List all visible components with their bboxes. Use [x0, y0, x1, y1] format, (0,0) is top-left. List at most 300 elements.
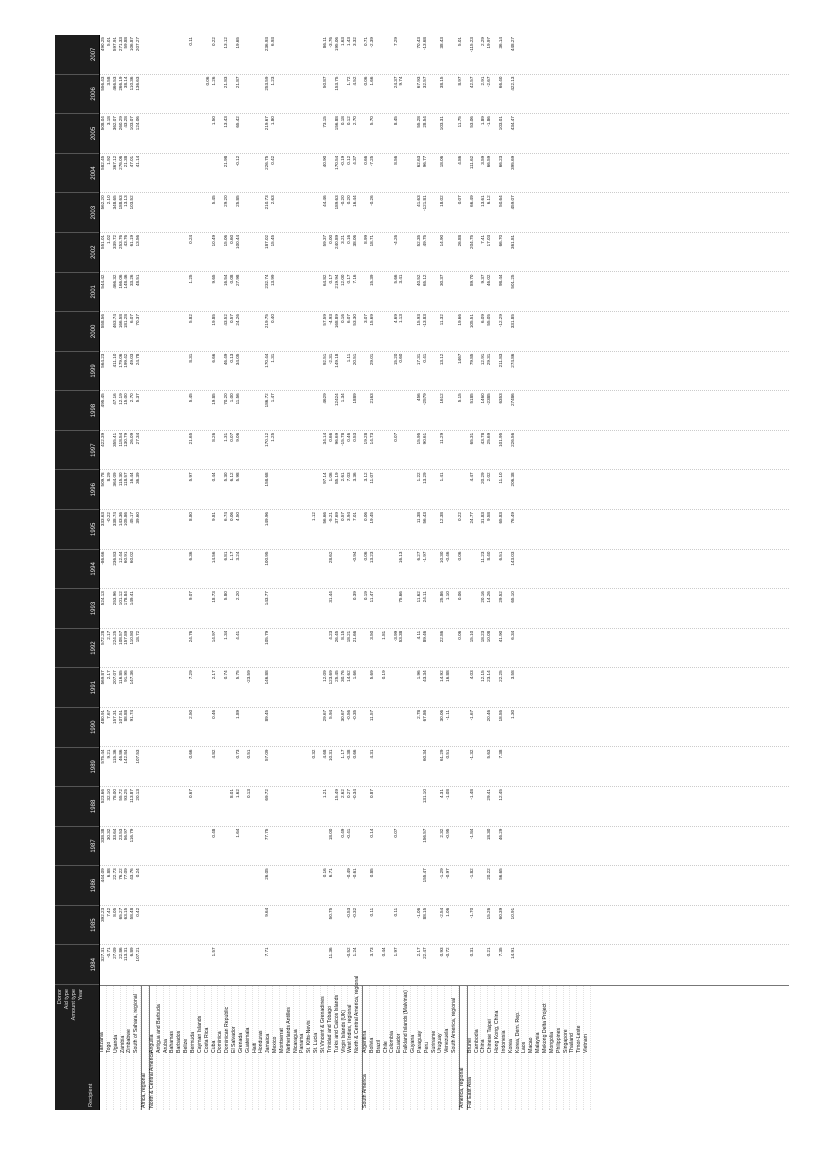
value-cell: -0.49: [345, 868, 351, 879]
value-cell: 219.94: [334, 274, 339, 289]
table-body: [100, 35, 789, 1110]
value-cell: 50.64: [497, 195, 503, 207]
region-label: [246, 1055, 252, 1110]
value-cell: -4.93: [328, 314, 334, 325]
value-cell: 55.05: [486, 314, 492, 326]
value-cell: 1.11: [345, 353, 351, 363]
value-cell: 28.62: [328, 551, 334, 564]
value-cell: 204.75: [468, 234, 474, 249]
value-cell: 105.86: [123, 512, 129, 527]
value-cell: 113.31: [123, 947, 129, 962]
value-cell: 110.36: [129, 76, 135, 91]
value-cell: 224.25: [111, 630, 117, 645]
value-cell: 149.41: [129, 591, 135, 606]
value-cell: 115.30: [117, 472, 123, 487]
value-cell: -3.76: [328, 37, 334, 48]
year-text: 1994: [91, 562, 97, 576]
value-cell: 4.52: [351, 76, 357, 86]
country-label: Bahamas: [169, 1031, 176, 1053]
value-cell: 7.29: [187, 670, 193, 680]
year-column-header: [55, 352, 99, 392]
value-cell: 523.66: [100, 789, 105, 804]
value-cell: 11.29: [439, 432, 445, 444]
value-cell: 11.56: [234, 393, 240, 405]
value-cell: 480.91: [100, 709, 105, 724]
value-cell: 544.42: [100, 274, 105, 289]
value-cell: 14.97: [211, 630, 217, 643]
value-cell: 46.02: [486, 274, 492, 287]
value-cell: -0.94: [351, 551, 357, 563]
value-cell: 1.97: [392, 947, 398, 957]
value-cell: 9.21: [105, 749, 111, 759]
value-cell: 1.92: [105, 155, 111, 165]
value-cell: 100.95: [263, 551, 269, 566]
region-label: [184, 1055, 190, 1110]
value-cell: 3.07: [363, 314, 369, 324]
year-text: 1988: [91, 799, 97, 814]
value-cell: 422.39: [100, 432, 105, 447]
region-label: North & Central America: [148, 1052, 155, 1108]
value-cell: 40.52: [415, 274, 421, 287]
country-label: Barbados: [176, 1030, 183, 1053]
year-text: 2001: [91, 285, 97, 299]
value-cell: 21.83: [222, 76, 228, 89]
value-cell: 2.70: [351, 116, 357, 126]
value-cell: -2.67: [486, 76, 492, 88]
value-cell: 0.00: [328, 234, 334, 244]
year-text: 1995: [91, 522, 97, 536]
value-cell: 131.10: [421, 789, 427, 804]
country-label: Colombia: [389, 1031, 396, 1053]
value-cell: 11.32: [439, 314, 445, 326]
value-cell: 4.47: [468, 472, 474, 482]
year-column-header: [55, 273, 99, 313]
region-label: [550, 1055, 556, 1110]
region-label: [170, 1055, 176, 1110]
value-cell: 14.73: [369, 432, 375, 445]
country-label: Bermuda: [189, 1031, 196, 1053]
region-label: [536, 1055, 542, 1110]
region-label: [287, 1055, 293, 1110]
country-label: El Salvador: [231, 1026, 238, 1053]
value-cell: 27.34: [135, 432, 141, 445]
value-cell: 56.66: [322, 512, 328, 524]
value-cell: 5.66: [392, 274, 398, 284]
value-cell: 113.87: [129, 789, 135, 803]
value-cell: 34.14: [322, 432, 328, 445]
country-label: Cayman Islands: [196, 1015, 203, 1053]
region-label: [121, 1055, 127, 1110]
value-cell: 490.25: [100, 37, 105, 52]
value-cell: 65.83: [497, 512, 503, 524]
country-label: Paraguay: [416, 1030, 423, 1053]
region-label: [384, 1055, 390, 1110]
country-label: Thailand: [569, 1033, 576, 1053]
value-cell: 0.17: [345, 274, 351, 284]
value-cell: 7.67: [105, 709, 111, 719]
value-cell: 5.45: [187, 393, 193, 403]
country-label: Panama: [299, 1033, 306, 1053]
value-cell: 226.56: [509, 432, 515, 447]
value-cell: 12424: [334, 393, 339, 407]
region-label: [134, 1055, 140, 1110]
value-cell: 199.42: [123, 353, 129, 368]
value-cell: 6.07: [345, 314, 351, 324]
value-cell: -13.68: [421, 37, 427, 51]
value-cell: 0.18: [339, 116, 345, 126]
value-cell: 9.81: [211, 512, 217, 521]
value-cell: 27.09: [111, 947, 117, 959]
table-row: [584, 986, 591, 1110]
value-cell: 13.12: [439, 353, 445, 366]
value-cell: 21.87: [234, 76, 240, 89]
country-label: Uruguay: [437, 1033, 444, 1053]
country-label: Vietnam: [583, 1034, 590, 1053]
value-cell: 9.58: [486, 512, 492, 521]
value-cell: 1.89: [480, 116, 486, 126]
value-cell: 2.62: [339, 789, 345, 799]
value-cell: 8.05: [111, 907, 117, 917]
value-cell: 24.37: [392, 76, 398, 89]
value-cell: 1.80: [269, 116, 275, 126]
value-cell: 101.12: [117, 591, 123, 606]
value-cell: -1.67: [468, 709, 474, 721]
year-column-header: [55, 312, 99, 352]
value-cell: 179.06: [117, 353, 123, 368]
region-label: [259, 1055, 265, 1110]
value-cell: -1.48: [468, 789, 474, 800]
year-text: 1984: [91, 958, 97, 972]
value-cell: 1.41: [439, 472, 445, 482]
value-cell: 187.02: [263, 234, 269, 249]
value-cell: -7.25: [369, 155, 375, 167]
value-cell: 46.49: [222, 353, 228, 366]
value-cell: 11.57: [369, 709, 375, 722]
value-cell: 65.27: [117, 907, 123, 920]
value-cell: 143.03: [509, 551, 515, 566]
year-text: 1990: [91, 720, 97, 734]
value-cell: 18.00: [328, 828, 334, 841]
region-label: [397, 1055, 403, 1110]
value-cell: 207.27: [135, 37, 141, 52]
country-label: Korea, Dem. Rep.: [514, 1011, 521, 1053]
value-cell: 1.66: [351, 670, 357, 680]
value-cell: 13.29: [421, 472, 427, 484]
value-cell: 1.23: [269, 76, 275, 86]
value-cell: -0.35: [351, 709, 357, 721]
value-cell: 5.69: [369, 670, 375, 680]
region-label: [342, 1055, 348, 1110]
value-cell: 13.43: [222, 116, 228, 128]
value-cell: 6.71: [328, 868, 334, 878]
region-label: [177, 1055, 183, 1110]
value-cell: 0.12: [345, 116, 351, 126]
value-cell: 17.03: [486, 234, 492, 247]
value-cell: 18.73: [211, 591, 217, 603]
country-label: Cambodia: [473, 1029, 480, 1053]
value-cell: 4.23: [328, 630, 334, 640]
value-cell: 338.74: [111, 512, 117, 527]
value-cell: 46.29: [497, 828, 503, 841]
value-cell: 67.93: [415, 76, 421, 89]
value-cell: 5.98: [234, 472, 240, 482]
region-label: [157, 1055, 163, 1110]
value-cell: 30.67: [339, 709, 345, 722]
value-cell: 101.95: [497, 432, 503, 447]
value-cell: 149.96: [263, 512, 269, 527]
value-cell: 3.58: [509, 670, 515, 680]
region-label: [452, 1055, 458, 1110]
country-label: Haiti: [251, 1042, 258, 1053]
region-label: [355, 1055, 361, 1110]
year-column-header: [55, 589, 99, 629]
value-cell: -0.53: [345, 907, 351, 919]
value-cell: 6.51: [497, 551, 503, 561]
region-label: [438, 1055, 444, 1110]
value-cell: 20.22: [486, 868, 492, 880]
value-cell: 2163: [369, 393, 375, 404]
value-cell: 61.29: [439, 749, 445, 762]
year-column-header: [55, 708, 99, 748]
value-cell: 0.31: [468, 947, 474, 957]
region-label: [198, 1055, 204, 1110]
value-cell: 195.06: [334, 37, 339, 52]
value-cell: -0.20: [339, 195, 345, 206]
value-cell: 26.88: [456, 234, 462, 247]
value-cell: 4.31: [369, 749, 375, 759]
value-cell: 29.67: [322, 709, 328, 722]
country-label: Turks and Caicos Islands: [333, 994, 340, 1053]
value-cell: 65.12: [421, 274, 427, 287]
region-label: [543, 1055, 549, 1110]
value-cell: 8.15: [339, 630, 345, 640]
value-cell: 15.10: [468, 630, 474, 643]
value-cell: 3.73: [369, 947, 375, 957]
value-cell: [510, 866, 516, 906]
value-cell: 5.82: [187, 314, 193, 324]
value-cell: 0.16: [339, 314, 345, 324]
value-cell: 0.20: [345, 195, 351, 205]
value-cell: 60.91: [123, 551, 129, 564]
value-cell: 2.10: [105, 195, 111, 205]
value-cell: 43.76: [123, 234, 129, 247]
value-cell: 4629: [322, 393, 328, 404]
value-cell: 0.13: [246, 789, 252, 799]
value-cell: 364.09: [111, 472, 117, 487]
year-column-header: [55, 154, 99, 194]
value-cell: 4.11: [415, 630, 421, 640]
value-cell: 15.95: [415, 432, 421, 445]
value-cell: 597.91: [111, 37, 117, 52]
value-cell: 88.15: [421, 907, 427, 920]
value-cell: 30.37: [439, 274, 445, 287]
value-cell: 148.46: [123, 274, 129, 289]
region-label: [225, 1055, 231, 1110]
value-cell: 116.79: [129, 828, 135, 843]
values-grid: [100, 35, 789, 985]
value-cell: 52.35: [415, 234, 421, 247]
value-cell: 170.44: [263, 353, 269, 368]
value-cell: 16.44: [351, 195, 357, 207]
value-cell: 6.66: [211, 353, 217, 363]
value-cell: 19.85: [211, 314, 217, 326]
value-cell: 3.58: [105, 76, 111, 86]
value-cell: 6.34: [509, 630, 515, 640]
value-cell: 168.89: [334, 314, 339, 329]
value-cell: 0.32: [310, 749, 316, 759]
value-cell: -0.56: [345, 709, 351, 721]
value-cell: 66.59: [486, 155, 492, 168]
value-cell: 47.01: [129, 155, 135, 168]
value-cell: 1.43: [345, 37, 351, 46]
country-label: Ecuador: [396, 1033, 403, 1053]
value-cell: 40.90: [322, 155, 328, 168]
value-cell: 20.16: [480, 591, 486, 603]
value-cell: 13.13: [123, 195, 129, 207]
value-cell: 0.60: [228, 234, 234, 244]
value-cell: 77.09: [123, 868, 129, 880]
value-cell: 4.68: [322, 749, 328, 759]
value-cell: 0.06: [456, 591, 462, 601]
value-cell: 7.16: [351, 274, 357, 284]
region-label: [488, 1055, 494, 1110]
value-cell: 38.06: [351, 234, 357, 247]
value-cell: 41.63: [415, 195, 421, 207]
table-row: [452, 986, 459, 1110]
value-cell: 5.30: [222, 472, 228, 482]
country-label: Jamaica: [265, 1033, 272, 1053]
value-cell: 0.14: [369, 828, 375, 838]
value-cell: 63.15: [123, 907, 129, 920]
value-cell: 0.24: [135, 868, 141, 878]
value-cell: 15.06: [222, 234, 228, 247]
value-cell: 0.07: [392, 432, 398, 442]
year-column-header: [55, 550, 99, 590]
year-label: Year: [78, 989, 84, 1001]
value-cell: 0.85: [369, 868, 375, 878]
country-label: Malaysia: [535, 1032, 542, 1053]
value-cell: 0.06: [205, 76, 211, 86]
value-cell: 1889: [351, 393, 357, 404]
region-label: [529, 1055, 535, 1110]
value-cell: 0.66: [363, 155, 369, 165]
value-cell: 5.97: [187, 472, 193, 482]
value-cell: 7.38: [497, 749, 503, 759]
value-cell: -0.19: [339, 155, 345, 167]
value-cell: 188.63: [117, 195, 123, 210]
value-cell: 11.38: [415, 512, 421, 524]
value-cell: -0.22: [105, 512, 111, 523]
value-cell: 5.01: [105, 37, 111, 46]
region-label: [191, 1055, 197, 1110]
value-cell: 1.24: [351, 947, 357, 957]
country-label: Guyana: [409, 1034, 416, 1053]
value-cell: 189.63: [334, 195, 339, 210]
value-cell: 21.38: [123, 155, 129, 168]
country-label: Macao: [528, 1037, 535, 1053]
value-cell: 2.50: [187, 709, 193, 719]
value-cell: 153.75: [334, 76, 339, 91]
value-cell: 143.77: [263, 591, 269, 606]
value-cell: 70.43: [415, 37, 421, 49]
value-cell: 89.45: [263, 709, 269, 722]
value-cell: 1.26: [211, 76, 217, 86]
value-cell: 105.79: [263, 630, 269, 645]
value-cell: 0.11: [187, 37, 193, 46]
value-cell: 4.69: [392, 314, 398, 324]
value-cell: 2.17: [105, 630, 111, 640]
value-cell: 6.81: [222, 551, 228, 561]
value-cell: 1.00: [228, 393, 234, 403]
value-cell: 2.70: [129, 393, 135, 403]
value-cell: 43.76: [129, 868, 135, 880]
value-cell: 23.14: [486, 670, 492, 682]
value-cell: 157.89: [123, 630, 129, 645]
country-label: South of Sahara, regional: [133, 994, 140, 1053]
value-cell: 0.06: [363, 551, 369, 561]
value-cell: 156.57: [421, 828, 427, 843]
region-label: [232, 1055, 238, 1110]
value-cell: 14.26: [486, 591, 492, 603]
value-cell: 2.32: [439, 828, 445, 838]
value-cell: 8.97: [456, 76, 462, 86]
value-cell: 22.86: [439, 630, 445, 643]
region-label: [348, 1055, 354, 1110]
country-label: Guatemala: [244, 1027, 251, 1053]
value-cell: 29.31: [486, 353, 492, 366]
value-cell: 79.85: [468, 353, 474, 366]
value-cell: 53.30: [351, 314, 357, 326]
value-cell: 0.06: [363, 512, 369, 521]
year-text: 1989: [91, 760, 97, 774]
value-cell: 0.42: [269, 155, 275, 165]
value-cell: 24.77: [468, 512, 474, 524]
value-cell: 219.67: [263, 116, 269, 131]
value-cell: 26.05: [263, 868, 269, 880]
year-text: 2004: [91, 166, 97, 180]
value-cell: 29.41: [486, 789, 492, 801]
value-cell: 4.50: [234, 512, 240, 521]
value-cell: 232.74: [263, 274, 269, 289]
value-cell: 17.31: [415, 353, 421, 366]
value-cell: 348.65: [111, 195, 117, 210]
country-label: [142, 985, 148, 1055]
value-cell: 14.91: [509, 947, 515, 959]
value-cell: 6.88: [105, 868, 111, 878]
value-cell: 0.66: [187, 749, 193, 759]
value-cell: 108.57: [117, 630, 123, 645]
year-column-header: [55, 866, 99, 906]
value-cell: 48.51: [135, 274, 141, 287]
country-label: China: [480, 1039, 487, 1053]
country-label: Grenada: [237, 1032, 244, 1053]
region-label: America, regional: [458, 1067, 465, 1108]
country-label: Peru: [423, 1042, 430, 1053]
value-cell: 39.60: [135, 512, 141, 524]
value-cell: 15.00: [123, 393, 129, 405]
value-cell: 23.53: [117, 828, 123, 841]
value-cell: 582.45: [100, 155, 105, 170]
value-cell: 15.39: [369, 274, 375, 287]
value-cell: 143.36: [117, 512, 123, 527]
value-cell: 103.52: [129, 195, 135, 210]
value-cell: 31.44: [328, 591, 334, 603]
value-cell: 3.94: [345, 512, 351, 521]
region-label: [509, 1055, 515, 1110]
value-cell: 11.07: [369, 472, 375, 484]
value-cell: -5.21: [328, 512, 334, 523]
value-cell: 0.16: [322, 868, 328, 878]
